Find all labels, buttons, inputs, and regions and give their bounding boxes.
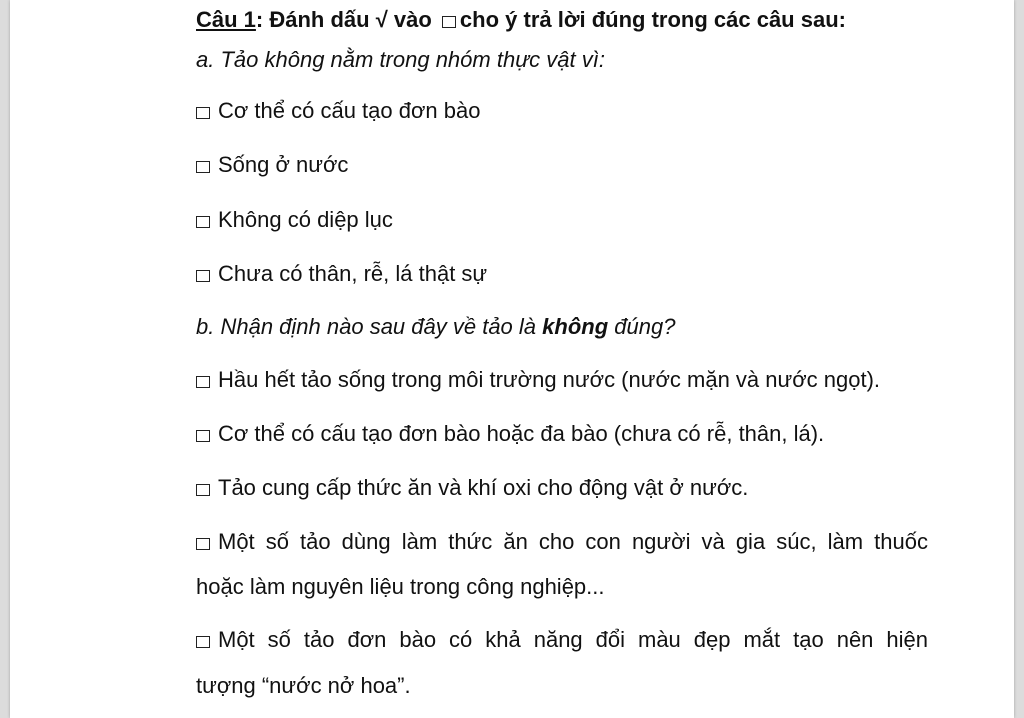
checkbox-icon[interactable] [196, 107, 210, 119]
checkbox-icon[interactable] [196, 636, 210, 648]
option-text: Hầu hết tảo sống trong môi trường nước (nước mặn và nước ngọt). [218, 367, 881, 392]
document-page [10, 0, 1014, 718]
option-b5-line1 [196, 626, 928, 654]
checkbox-icon[interactable] [196, 216, 210, 228]
option-text: Một số tảo dùng làm thức ăn cho con người và gia súc, làm thuốc [218, 529, 928, 554]
checkbox-icon[interactable] [196, 484, 210, 496]
option-b2 [196, 420, 824, 448]
part-a-prompt: a. Tảo không nằm trong nhóm thực vật vì: [196, 47, 605, 72]
part-b-prompt-bold: không [542, 314, 609, 339]
option-a2 [196, 151, 348, 179]
question-label: Câu 1 [196, 7, 256, 32]
option-text: Cơ thể có cấu tạo đơn bào [218, 98, 481, 123]
option-text: Không có diệp lục [218, 207, 393, 232]
question-heading [196, 6, 846, 34]
heading-text-part2: cho ý trả lời đúng trong các câu sau: [459, 7, 846, 32]
heading-text-part1: : Đánh dấu √ vào [255, 7, 432, 32]
option-b5-line2: tượng “nước nở hoa”. [196, 673, 411, 698]
option-a4 [196, 260, 487, 288]
option-text: Cơ thể có cấu tạo đơn bào hoặc đa bào (chưa có rễ, thân, lá). [218, 421, 825, 446]
option-a1 [196, 97, 480, 125]
option-b1 [196, 366, 880, 394]
checkbox-icon[interactable] [196, 430, 210, 442]
option-b4-line2: hoặc làm nguyên liệu trong công nghiệp... [196, 574, 605, 599]
option-text: Sống ở nước [218, 152, 349, 177]
checkbox-symbol-icon [442, 16, 456, 28]
option-text: Tảo cung cấp thức ăn và khí oxi cho động vật ở nước. [218, 475, 749, 500]
checkbox-icon[interactable] [196, 376, 210, 388]
option-text: Chưa có thân, rễ, lá thật sự [218, 261, 488, 286]
part-b-prompt-after: đúng? [608, 314, 676, 339]
part-b-prompt [196, 313, 675, 341]
option-b3 [196, 474, 748, 502]
checkbox-icon[interactable] [196, 161, 210, 173]
checkbox-icon[interactable] [196, 538, 210, 550]
part-b-prompt-before: b. Nhận định nào sau đây về tảo là [196, 314, 543, 339]
option-b4-line1 [196, 528, 928, 556]
option-a3 [196, 206, 393, 234]
option-text: Một số tảo đơn bào có khả năng đổi màu đẹp mắt tạo nên hiện [218, 627, 928, 652]
checkbox-icon[interactable] [196, 270, 210, 282]
